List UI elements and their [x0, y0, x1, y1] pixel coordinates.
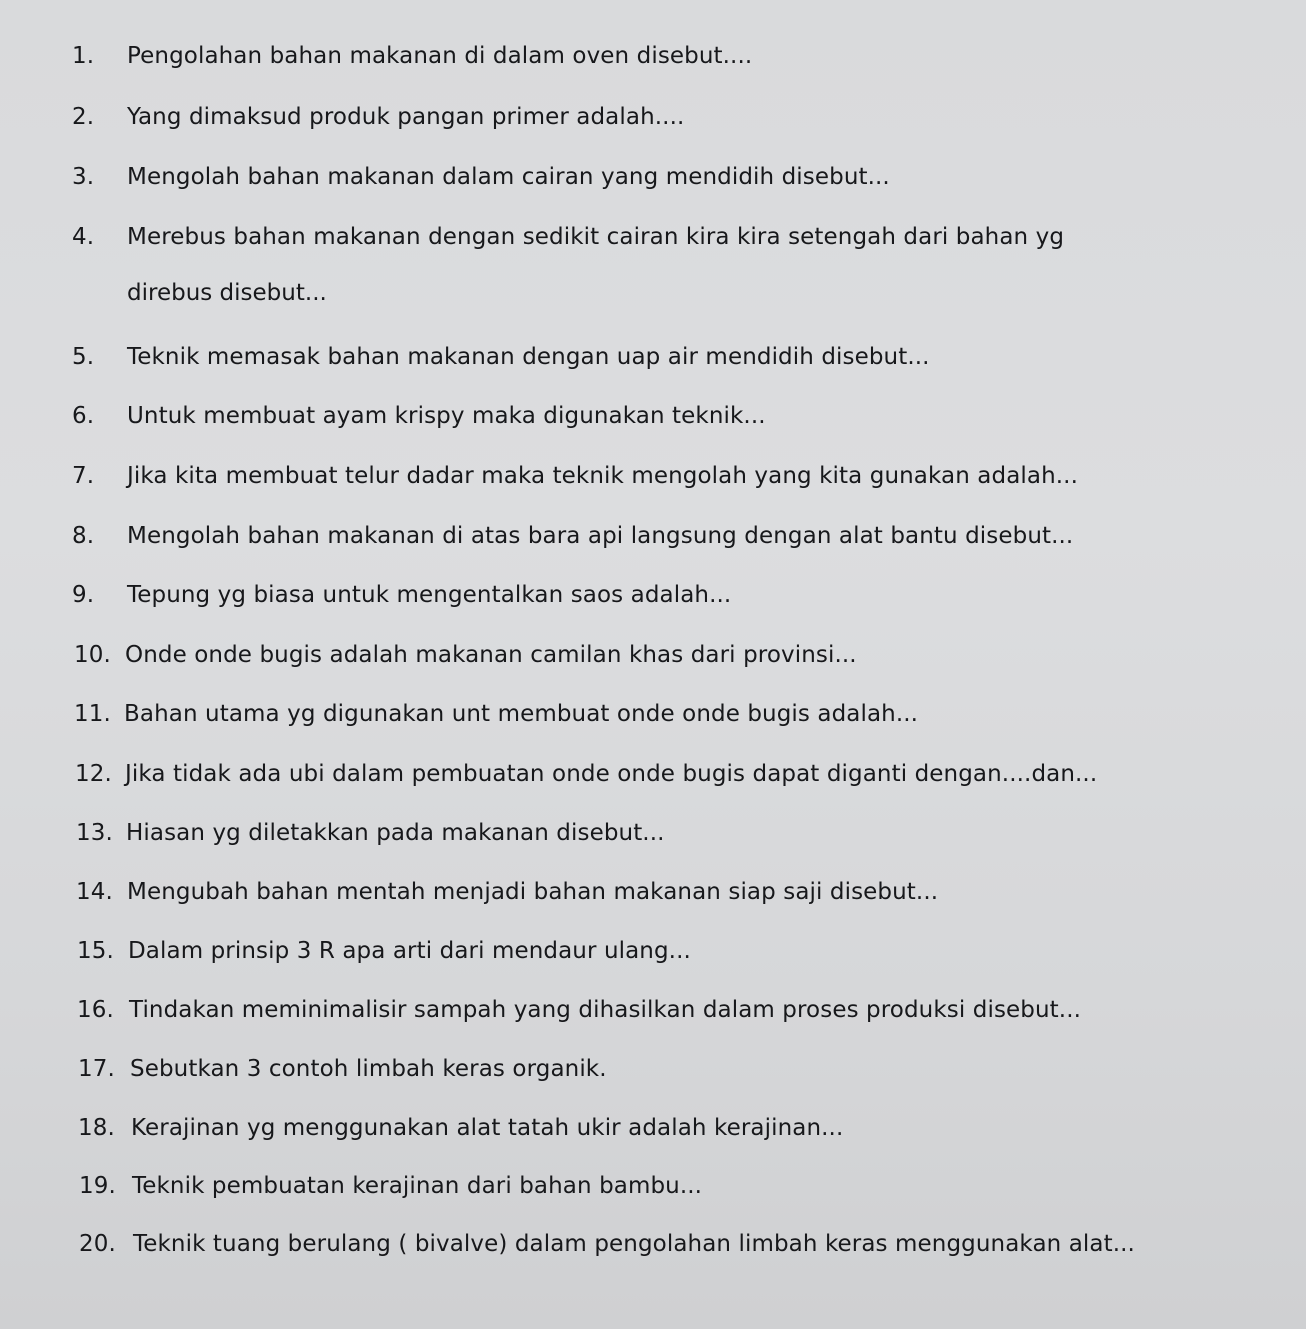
question-number: 9. [72, 582, 95, 608]
question-text: Hiasan yg diletakkan pada makanan disebut... [126, 820, 665, 846]
question-number: 13. [76, 820, 113, 846]
question-number: 18. [78, 1115, 115, 1141]
question-number: 8. [72, 523, 95, 549]
question-number: 15. [77, 938, 114, 964]
question-text: Untuk membuat ayam krispy maka digunakan teknik... [127, 403, 766, 429]
question-number: 11. [74, 701, 111, 727]
question-text: Mengolah bahan makanan di atas bara api langsung dengan alat bantu disebut... [127, 523, 1074, 549]
question-text: Pengolahan bahan makanan di dalam oven disebut.... [127, 43, 753, 69]
question-text: Bahan utama yg digunakan unt membuat onde onde bugis adalah... [124, 701, 919, 727]
question-text: Jika kita membuat telur dadar maka teknik mengolah yang kita gunakan adalah... [127, 463, 1078, 489]
question-number: 14. [76, 879, 113, 905]
question-text: Teknik memasak bahan makanan dengan uap air mendidih disebut... [127, 344, 930, 370]
question-number: 16. [77, 997, 114, 1023]
question-text: Jika tidak ada ubi dalam pembuatan onde onde bugis dapat diganti dengan....dan... [125, 761, 1098, 787]
question-number: 6. [72, 403, 95, 429]
question-text: Mengubah bahan mentah menjadi bahan makanan siap saji disebut... [127, 879, 939, 905]
question-text: Yang dimaksud produk pangan primer adalah.... [127, 104, 685, 130]
question-text: Teknik tuang berulang ( bivalve) dalam pengolahan limbah keras menggunakan alat... [133, 1231, 1135, 1257]
question-number: 7. [72, 463, 95, 489]
question-number: 20. [79, 1231, 116, 1257]
question-text: Kerajinan yg menggunakan alat tatah ukir adalah kerajinan... [131, 1115, 844, 1141]
question-number: 4. [72, 224, 95, 250]
question-text: Tepung yg biasa untuk mengentalkan saos adalah... [127, 582, 732, 608]
question-text: Dalam prinsip 3 R apa arti dari mendaur ulang... [128, 938, 691, 964]
question-number: 5. [72, 344, 95, 370]
question-number: 2. [72, 104, 95, 130]
question-number: 12. [75, 761, 112, 787]
question-text: Onde onde bugis adalah makanan camilan khas dari provinsi... [125, 642, 857, 668]
question-4-continuation: direbus disebut... [127, 280, 327, 306]
question-text: Tindakan meminimalisir sampah yang dihasilkan dalam proses produksi disebut... [129, 997, 1082, 1023]
question-text: Sebutkan 3 contoh limbah keras organik. [130, 1056, 607, 1082]
question-number: 17. [78, 1056, 115, 1082]
question-number: 10. [74, 642, 111, 668]
question-number: 3. [72, 164, 95, 190]
question-number: 1. [72, 43, 95, 69]
question-number: 19. [79, 1173, 116, 1199]
question-text: Mengolah bahan makanan dalam cairan yang mendidih disebut... [127, 164, 890, 190]
question-text: Merebus bahan makanan dengan sedikit cairan kira kira setengah dari bahan yg [127, 224, 1065, 250]
question-text: Teknik pembuatan kerajinan dari bahan bambu... [132, 1173, 703, 1199]
